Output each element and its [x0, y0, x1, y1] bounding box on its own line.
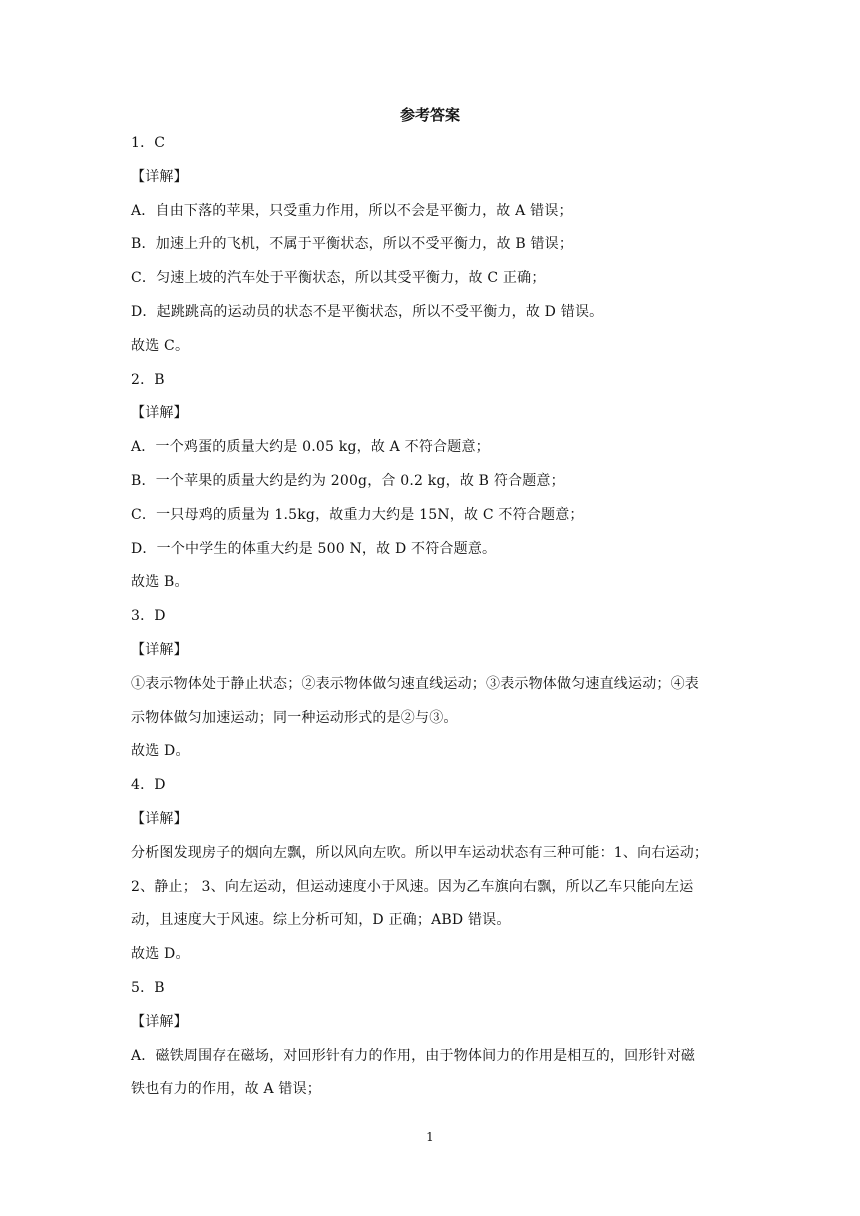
- text-line: 2、静止； 3、向左运动，但运动速度小于风速。因为乙车旗向右飘，所以乙车只能向左运: [131, 878, 694, 895]
- text-line: 【详解】: [131, 405, 188, 422]
- text-line: 故选 C。: [131, 337, 190, 354]
- page-title: 参考答案: [399, 106, 460, 124]
- text-line: B．一个苹果的质量大约是约为 200g，合 0.2 kg，故 B 符合题意；: [131, 472, 565, 489]
- text-line: 分析图发现房子的烟向左飘，所以风向左吹。所以甲车运动状态有三种可能：1、向右运动；: [131, 844, 709, 861]
- text-line: 2．B: [131, 371, 165, 388]
- text-line: 1．C: [131, 135, 166, 151]
- text-line: 4．D: [131, 777, 166, 794]
- text-line: C．一只母鸡的质量为 1.5kg，故重力大约是 15N，故 C 不符合题意；: [131, 506, 584, 523]
- text-line: 故选 B。: [131, 574, 189, 591]
- page-number: 1: [426, 1130, 434, 1144]
- answer-content: [131, 127, 741, 1107]
- text-line: D．一个中学生的体重大约是 500 N，故 D 不符合题意。: [131, 540, 497, 557]
- text-line: 动，且速度大于风速。综上分析可知，D 正确；ABD 错误。: [131, 912, 511, 929]
- text-line: 【详解】: [131, 810, 188, 827]
- text-line: 【详解】: [131, 168, 188, 185]
- text-line: 3．D: [131, 608, 166, 625]
- text-line: ①表示物体处于静止状态；②表示物体做匀速直线运动；③表示物体做匀速直线运动；④表: [131, 675, 699, 692]
- text-line: A．磁铁周围存在磁场，对回形针有力的作用，由于物体间力的作用是相互的，回形针对磁: [131, 1047, 696, 1064]
- text-line: 5．B: [131, 979, 165, 996]
- text-line: 示物体做匀加速运动；同一种运动形式的是②与③。: [131, 709, 458, 726]
- text-line: 铁也有力的作用，故 A 错误；: [131, 1081, 322, 1098]
- text-line: B．加速上升的飞机，不属于平衡状态，所以不受平衡力，故 B 错误；: [131, 236, 574, 253]
- text-line: A．自由下落的苹果，只受重力作用，所以不会是平衡力，故 A 错误；: [131, 202, 573, 219]
- text-line: C．匀速上坡的汽车处于平衡状态，所以其受平衡力，故 C 正确；: [131, 270, 546, 287]
- text-line: 【详解】: [131, 1013, 188, 1030]
- text-line: 故选 D。: [131, 743, 190, 760]
- text-line: 【详解】: [131, 641, 188, 658]
- text-line: D．起跳跳高的运动员的状态不是平衡状态，所以不受平衡力，故 D 错误。: [131, 303, 604, 320]
- text-line: A．一个鸡蛋的质量大约是 0.05 kg，故 A 不符合题意；: [131, 439, 490, 456]
- text-line: 故选 D。: [131, 946, 190, 963]
